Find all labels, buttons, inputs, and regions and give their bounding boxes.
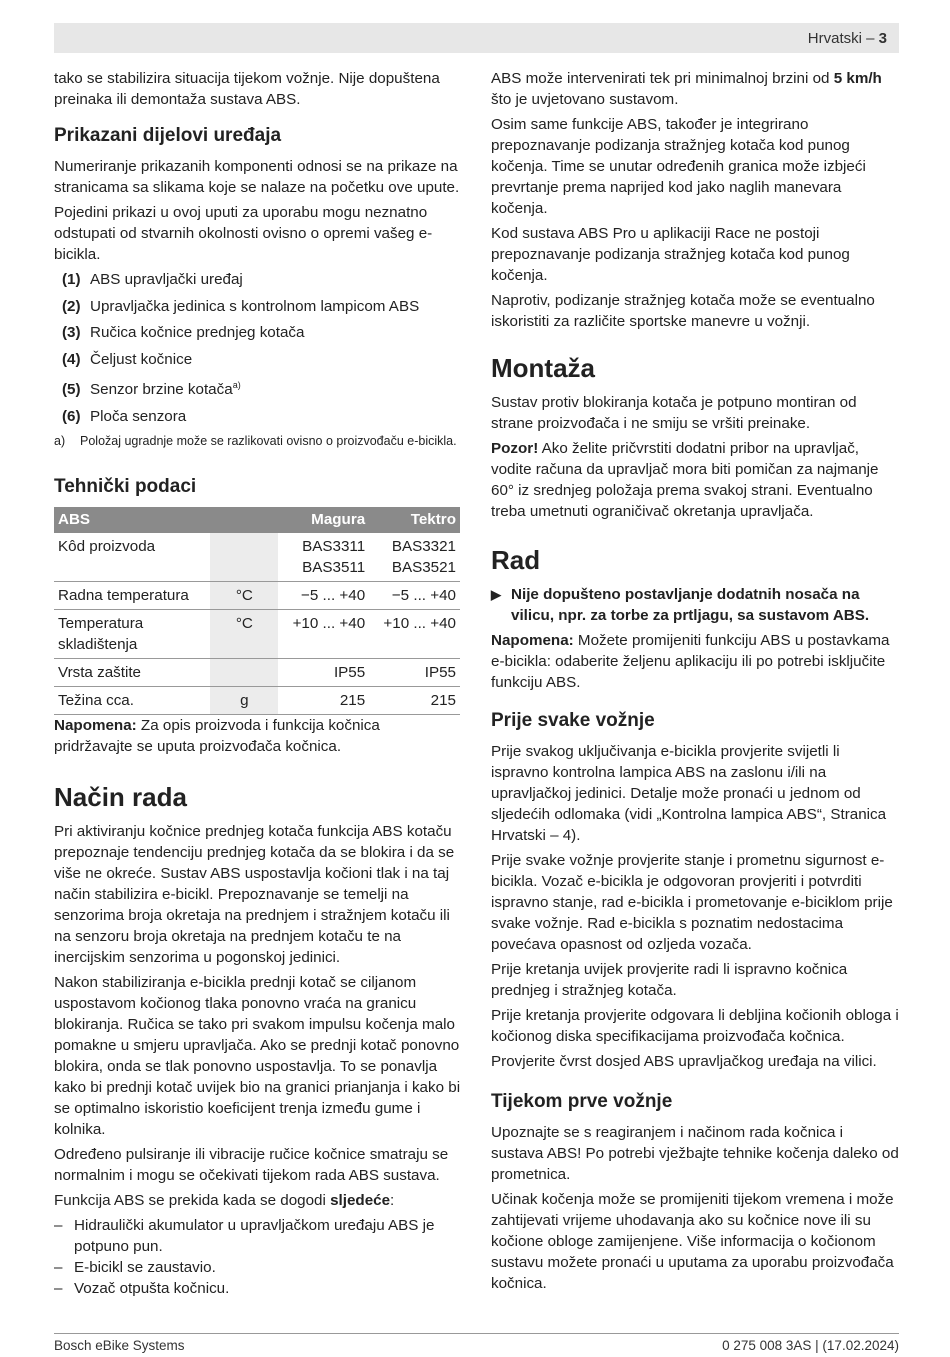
item-number: (2) xyxy=(62,297,81,315)
item-text: Vozač otpušta kočnicu. xyxy=(74,1279,230,1297)
tech-table xyxy=(54,507,460,715)
list-item xyxy=(54,269,462,290)
list-item xyxy=(54,406,462,427)
warning-item xyxy=(491,584,899,626)
p4-post: : xyxy=(390,1191,395,1209)
table-row xyxy=(54,686,460,714)
item-number: (6) xyxy=(62,407,81,425)
header-separator: – xyxy=(866,30,875,47)
row-tektro xyxy=(369,533,460,582)
item-text: Ručica kočnice prednjeg kotača xyxy=(90,324,305,341)
components-heading: Prikazani dijelovi uređaja xyxy=(54,125,282,146)
list-item: – E-bicikl se zaustavio. xyxy=(54,1258,216,1276)
nacin-paragraph-4 xyxy=(54,1190,462,1211)
footer-company: Bosch eBike Systems xyxy=(54,1338,185,1353)
speed-paragraph xyxy=(491,68,899,110)
tektro-code-2: BAS3521 xyxy=(391,558,456,576)
note-text: Možete promijeniti funkciju ABS u postavkama e-bicikla: odaberite željenu aplikaciju ili po potrebi isključite funkciju ABS. xyxy=(491,632,890,691)
list-item xyxy=(54,322,462,343)
item-number: (5) xyxy=(62,381,81,399)
nacin-heading: Način rada xyxy=(54,781,187,812)
item-text: Čeljust kočnice xyxy=(90,350,193,368)
components-paragraph-2: Pojedini prikazi u ovoj uputi za uporabu mogu neznatno odstupati od stvarnih okolnosti ovisno o opremi vašeg e-bicikla. xyxy=(54,204,433,263)
row-label: Kôd proizvoda xyxy=(54,533,210,582)
tektro-code-1: BAS3321 xyxy=(391,537,456,555)
header-language: Hrvatski xyxy=(807,30,862,47)
prva-paragraph-2: Učinak kočenja može se promijeniti tijekom vremena i može zahtijevati vrijeme uhodavanja ako su kočnice nove ili su kočione obloge zamijenjene. Više informacija o kočionom sustavu možete pronaći u uputama za uporabu proizvođača kočnica. xyxy=(491,1191,894,1292)
row-unit: g xyxy=(210,686,278,714)
col-abs: ABS xyxy=(54,507,278,533)
row-label: Težina cca. xyxy=(54,686,210,714)
row-magura: IP55 xyxy=(278,658,369,686)
item-text: Senzor brzine kotača xyxy=(90,381,233,399)
item-text: ABS upravljački uređaj xyxy=(90,271,243,288)
table-row xyxy=(54,533,460,582)
label-line-1: Temperatura xyxy=(58,614,144,632)
item-number: (3) xyxy=(62,324,81,341)
prije-paragraph-1: Prije svakog uključivanja e-bicikla provjerite svijetli li ispravno kontrolna lampica ABS na zaslonu i/ili na upravljačkoj jedinici. Detalje može pronaći u jednom od sljedećih odlomaka (vidi „Kontrolna lampica ABS“, Stranica Hrvatski – 4). xyxy=(491,743,887,844)
row-unit xyxy=(210,533,278,582)
prije-heading: Prije svake vožnje xyxy=(491,710,655,731)
item-text: Hidraulički akumulator u upravljačkom uređaju ABS je potpuno pun. xyxy=(74,1216,435,1255)
warning-text: Nije dopušteno postavljanje dodatnih nosača na vilicu, npr. za torbe za prtljagu, sa sustavom ABS. xyxy=(511,586,870,624)
speed-value: 5 km/h xyxy=(833,70,882,87)
label-line-2: skladištenja xyxy=(58,635,138,653)
prije-paragraph-2: Prije svake vožnje provjerite stanje i prometnu sigurnost e-bicikla. Vozač e-bicikla je odgovoran provjeriti i potvrditi ispravno stanje, rad e-bicikla i prometovanje e-biciklom prije svake vožnje. Rad e-bicikla s poznatim nedostacima povećava opasnost od ozljeda vozača. xyxy=(491,852,893,953)
row-label: Radna temperatura xyxy=(54,581,210,609)
item-text: E-bicikl se zaustavio. xyxy=(74,1258,216,1276)
caution-text: Ako želite pričvrstiti dodatni pribor na upravljač, vodite računa da upravljač mora biti pomičan za najmanje 60° iz srednjeg položaja prema svakoj strani. Eventualno treba umetnuti ograničivač okretanja upravljača. xyxy=(491,440,879,520)
footer-doc-number: 0 275 008 3AS | (17.02.2024) xyxy=(722,1338,899,1353)
prije-paragraph-3: Prije kretanja uvijek provjerite radi li ispravno kočnica prednjeg i stražnjeg kotača. xyxy=(491,961,848,999)
note-text: Za opis proizvoda i funkcija kočnica pridržavajte se uputa proizvođača kočnica. xyxy=(54,716,380,755)
table-row xyxy=(54,658,460,686)
prije-paragraph-5: Provjerite čvrst dosjed ABS upravljačkog uređaja na vilici. xyxy=(491,1053,877,1070)
list-item xyxy=(54,296,462,317)
nacin-paragraph-3: Određeno pulsiranje ili vibracije ručice kočnice smatraju se normalnim i mogu se očekivati tijekom rada ABS sustava. xyxy=(54,1145,449,1184)
nacin-paragraph-1: Pri aktiviranju kočnice prednjeg kotača funkcija ABS kotaču prepoznaje tendenciju prednjeg kotača da se blokira i da se više ne okreće. Sustav ABS uspostavlja kočioni tlak i na taj način stabilizira e-bicikl. Prepoznavanje se temelji na senzorima broja okretaja na prednjem i stražnjem kotaču ili na senzoru broja okretaja na prednjem kotaču te na inercijskim senzorima u pogonskoj jedinici. xyxy=(54,822,455,966)
footnote-marker: a) xyxy=(232,380,241,390)
row-unit xyxy=(210,658,278,686)
speed-pre: ABS može intervenirati tek pri minimalnoj brzini od xyxy=(491,70,834,87)
row-label xyxy=(54,609,210,658)
tech-note xyxy=(54,715,462,757)
right-column xyxy=(491,68,899,1298)
row-magura xyxy=(278,533,369,582)
speed-post: što je uvjetovano sustavom. xyxy=(491,91,679,108)
montaza-heading: Montaža xyxy=(491,353,595,383)
prva-heading: Tijekom prve vožnje xyxy=(491,1091,673,1112)
page-header-bar xyxy=(54,23,899,53)
list-item: – Hidraulički akumulator u upravljačkom uređaju ABS je potpuno pun. xyxy=(54,1215,462,1257)
rad-note xyxy=(491,630,899,693)
nacin-paragraph-2: Nakon stabiliziranja e-bicikla prednji kotač se ciljanom uspostavom kočionog tlaka ponovno vraća na granicu blokiranja. Ručica se tako pri svakom impulsu kočenja malo pomakne u smjeru upravljača. Ako se prednji kotač ponovno blokira, onda se tlak ponovno uspostavlja. To se ponavlja kako bi prednji kotač uvijek bio na granici prianjanja i kako bi se optimalno iskoristio koeficijent trenja između gume i kolnika. xyxy=(54,973,461,1138)
table-row xyxy=(54,609,460,658)
item-text: Ploča senzora xyxy=(90,407,187,425)
item-number: (1) xyxy=(62,271,81,288)
magura-code-2: BAS3511 xyxy=(302,558,366,576)
p4-pre: Funkcija ABS se prekida kada se dogodi xyxy=(54,1191,331,1209)
table-row xyxy=(54,581,460,609)
list-item xyxy=(54,349,462,370)
table-header-row xyxy=(54,507,460,533)
arrow-right-icon: ▶ xyxy=(491,587,501,602)
montaza-paragraph-1: Sustav protiv blokiranja kotača je potpuno montiran od strane proizvođača i ne smiju se vršiti preinake. xyxy=(491,394,857,432)
sport-paragraph: Naprotiv, podizanje stražnjeg kotača može se eventualno iskoristiti za različite sportske manevre u vožnji. xyxy=(491,292,875,330)
row-tektro: −5 ... +40 xyxy=(369,581,460,609)
tech-heading: Tehnički podaci xyxy=(54,475,197,497)
footer-divider xyxy=(54,1333,899,1334)
note-label: Napomena: xyxy=(54,716,137,734)
footnote-text: Položaj ugradnje može se razlikovati ovisno o proizvođaču e-bicikla. xyxy=(80,433,457,448)
abs-stop-list xyxy=(54,1215,462,1299)
rad-heading: Rad xyxy=(491,545,541,575)
prva-paragraph-1: Upoznajte se s reagiranjem i načinom rada kočnica i sustava ABS! Po potrebi vježbajte tehnike kočenja daleko od prometnica. xyxy=(491,1124,899,1183)
row-magura: +10 ... +40 xyxy=(278,609,369,658)
row-tektro: IP55 xyxy=(369,658,460,686)
col-magura: Magura xyxy=(278,507,369,533)
row-magura: −5 ... +40 xyxy=(278,581,369,609)
components-list xyxy=(54,269,462,427)
footnote xyxy=(54,433,462,449)
prije-paragraph-4: Prije kretanja provjerite odgovara li debljina kočionih obloga i kočionog diska specifikacijama proizvođača kočnica. xyxy=(491,1007,899,1045)
row-label: Vrsta zaštite xyxy=(54,658,210,686)
row-tektro: +10 ... +40 xyxy=(369,609,460,658)
magura-code-1: BAS3311 xyxy=(302,537,366,555)
list-item xyxy=(54,375,462,400)
components-paragraph-1: Numeriranje prikazanih komponenti odnosi se na prikaze na stranicama sa slikama koje se nalaze na početku ove upute. xyxy=(54,158,460,196)
col-tektro: Tektro xyxy=(369,507,460,533)
abs-pro-paragraph: Kod sustava ABS Pro u aplikaciji Race ne postoji prepoznavanje podizanja stražnjeg kotača kod punog kočenja. xyxy=(491,225,850,284)
page-header xyxy=(808,30,887,47)
p4-bold: sljedeće xyxy=(330,1191,391,1209)
footnote-key: a) xyxy=(54,433,66,448)
row-unit: °C xyxy=(210,581,278,609)
row-tektro: 215 xyxy=(369,686,460,714)
item-number: (4) xyxy=(62,350,81,368)
list-item: – Vozač otpušta kočnicu. xyxy=(54,1279,230,1297)
intro-paragraph: tako se stabilizira situacija tijekom vožnje. Nije dopuštena preinaka ili demontaža sustava ABS. xyxy=(54,70,440,108)
row-unit: °C xyxy=(210,609,278,658)
note-label: Napomena: xyxy=(491,632,574,649)
item-text: Upravljačka jedinica s kontrolnom lampicom ABS xyxy=(90,297,420,315)
caution-label: Pozor! xyxy=(491,440,539,457)
rear-lift-paragraph: Osim same funkcije ABS, također je integrirano prepoznavanje podizanja stražnjeg kotača kod punog kočenja. Time se unutar određenih granica može izbjeći prevrtanje prema naprijed kod jako naglih manevara kočenja. xyxy=(491,116,866,217)
left-column xyxy=(54,68,462,1299)
page-number: 3 xyxy=(878,30,887,47)
row-magura: 215 xyxy=(278,686,369,714)
montaza-paragraph-2 xyxy=(491,438,899,522)
